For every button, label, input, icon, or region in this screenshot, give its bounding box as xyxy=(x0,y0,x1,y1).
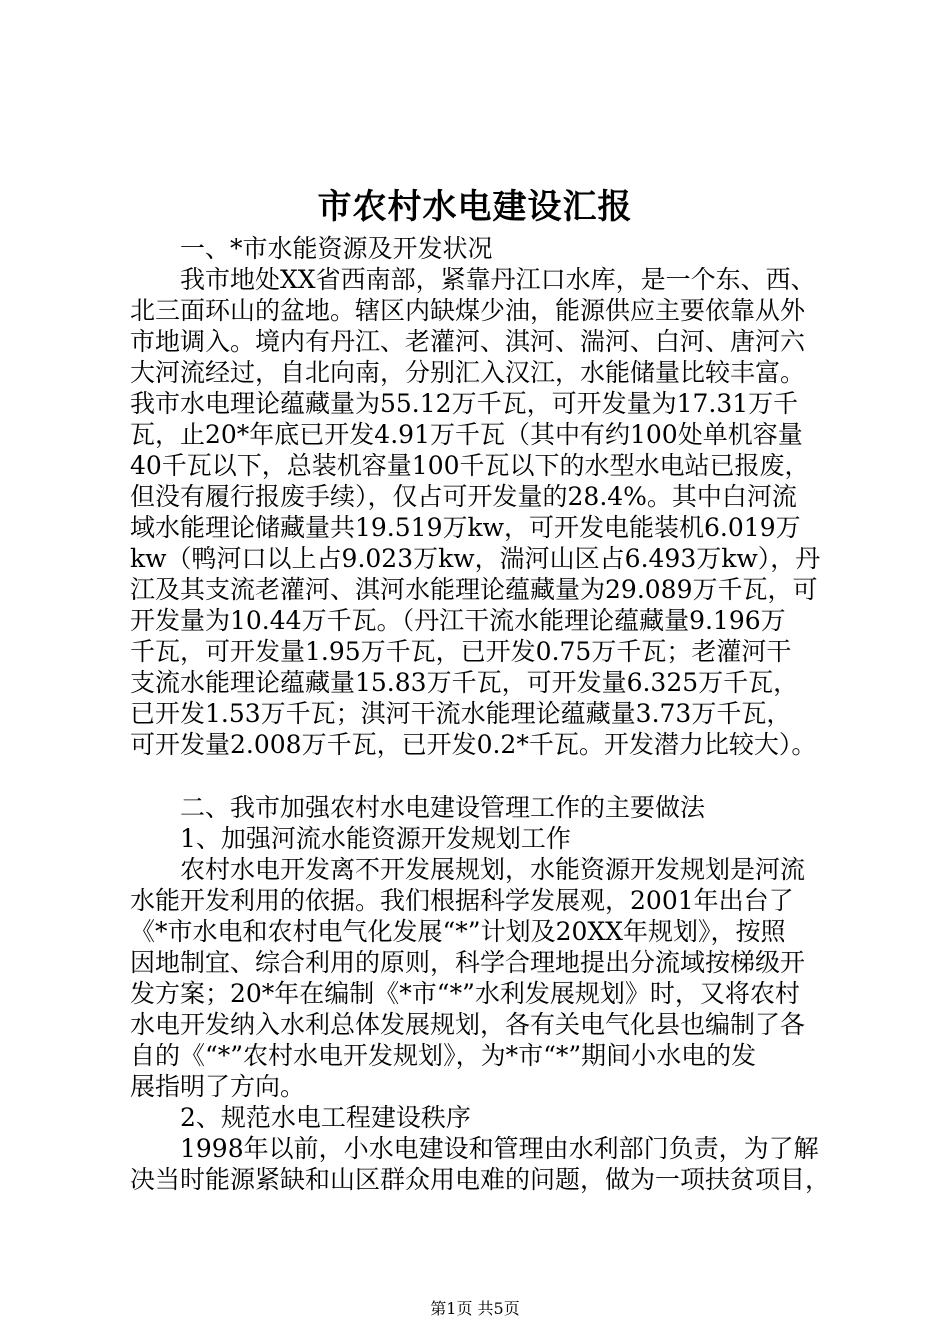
paragraph-line: 我市水电理论蕴藏量为55.12万千瓦，可开发量为17.31万千 xyxy=(130,389,799,418)
paragraph-line: 北三面环山的盆地。辖区内缺煤少油，能源供应主要依靠从外 xyxy=(130,296,806,325)
paragraph-line: 我市地处XX省西南部，紧靠丹江口水库，是一个东、西、 xyxy=(180,265,816,294)
section-heading: 二、我市加强农村水电建设管理工作的主要做法 xyxy=(180,793,706,822)
paragraph-line: 千瓦，可开发量1.95万千瓦，已开发0.75万千瓦；老灌河干 xyxy=(130,637,792,666)
paragraph-line: 因地制宜、综合利用的原则，科学合理地提出分流域按梯级开 xyxy=(130,948,806,977)
paragraph-line: 瓦，止20*年底已开发4.91万千瓦（其中有约100处单机容量 xyxy=(130,420,803,449)
paragraph-line: 域水能理论储藏量共19.519万kw，可开发电能装机6.019万 xyxy=(130,513,801,542)
paragraph-line: 自的《“*”农村水电开发规划》，为*市“*”期间小水电的发 xyxy=(130,1041,757,1070)
page-footer: 第1页 共5页 xyxy=(430,1299,520,1318)
paragraph-line: 决当时能源紧缺和山区群众用电难的问题，做为一项扶贫项目， xyxy=(130,1165,831,1194)
paragraph-line: 发方案；20*年在编制《*市“*”水利发展规划》时，又将农村 xyxy=(130,979,800,1008)
paragraph-line: 水电开发纳入水利总体发展规划，各有关电气化县也编制了各 xyxy=(130,1010,806,1039)
paragraph-line: 但没有履行报废手续），仅占可开发量的28.4%。其中白河流 xyxy=(130,482,797,511)
paragraph-line: 农村水电开发离不开发展规划，水能资源开发规划是河流 xyxy=(180,855,806,884)
paragraph-line: 展指明了方向。 xyxy=(130,1072,306,1101)
section-heading: 一、*市水能资源及开发状况 xyxy=(180,234,493,263)
paragraph-line: 开发量为10.44万千瓦。（丹江干流水能理论蕴藏量9.196万 xyxy=(130,606,786,635)
subsection-heading: 1、加强河流水能资源开发规划工作 xyxy=(180,824,571,853)
paragraph-line: 水能开发利用的依据。我们根据科学发展观，2001年出台了 xyxy=(130,886,794,915)
paragraph-line: kw（鸭河口以上占9.023万kw，湍河山区占6.493万kw），丹 xyxy=(130,544,821,573)
paragraph-line: 《*市水电和农村电气化发展“*”计划及20XX年规划》，按照 xyxy=(130,917,786,946)
paragraph-line: 市地调入。境内有丹江、老灌河、淇河、湍河、白河、唐河六 xyxy=(130,327,806,356)
document-body xyxy=(130,233,830,1195)
document-title: 市农村水电建设汇报 xyxy=(317,187,633,227)
blank-line xyxy=(130,760,830,792)
paragraph-line: 40千瓦以下，总装机容量100千瓦以下的水型水电站已报废， xyxy=(130,451,810,480)
paragraph-line: 大河流经过，自北向南，分别汇入汉江，水能储量比较丰富。 xyxy=(130,358,806,387)
subsection-heading: 2、规范水电工程建设秩序 xyxy=(180,1103,471,1132)
paragraph-line: 已开发1.53万千瓦；淇河干流水能理论蕴藏量3.73万千瓦， xyxy=(130,699,792,728)
paragraph-line: 可开发量2.008万千瓦，已开发0.2*千瓦。开发潜力比较大）。 xyxy=(130,730,817,759)
paragraph-line: 江及其支流老灌河、淇河水能理论蕴藏量为29.089万千瓦，可 xyxy=(130,575,818,604)
paragraph-line: 支流水能理论蕴藏量15.83万千瓦，可开发量6.325万千瓦， xyxy=(130,668,799,697)
paragraph-line: 1998年以前，小水电建设和管理由水利部门负责，为了解 xyxy=(180,1134,819,1163)
